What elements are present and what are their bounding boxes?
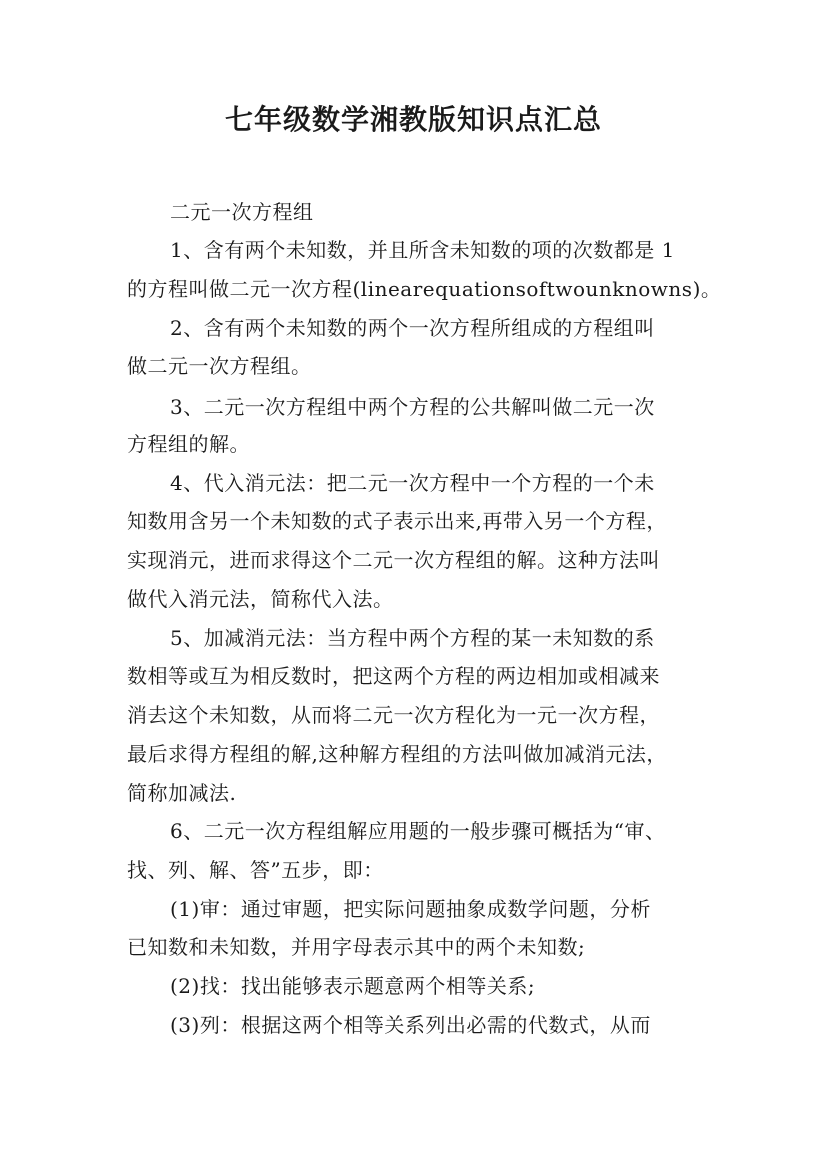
paragraph-line: 4、代入消元法：把二元一次方程中一个方程的一个未 xyxy=(170,471,655,495)
paragraph-line: 做代入消元法，简称代入法。 xyxy=(127,587,394,611)
paragraph-line: 做二元一次方程组。 xyxy=(127,354,312,378)
document-title: 七年级数学湘教版知识点汇总 xyxy=(224,103,602,136)
paragraph-line: 知数用含另一个未知数的式子表示出来,再带入另一个方程， xyxy=(127,509,667,533)
paragraph-line: 5、加减消元法：当方程中两个方程的某一未知数的系 xyxy=(170,626,655,650)
paragraph-line: (2)找：找出能够表示题意两个相等关系; xyxy=(170,974,536,998)
paragraph-line: 数相等或互为相反数时，把这两个方程的两边相加或相减来 xyxy=(127,664,660,688)
paragraph-line: 消去这个未知数，从而将二元一次方程化为一元一次方程， xyxy=(127,703,660,727)
section-heading: 二元一次方程组 xyxy=(170,200,314,224)
paragraph-line: 找、列、解、答”五步，即： xyxy=(127,858,384,882)
paragraph-line: 3、二元一次方程组中两个方程的公共解叫做二元一次 xyxy=(170,395,655,419)
paragraph-line: (3)列：根据这两个相等关系列出必需的代数式，从而 xyxy=(170,1013,651,1037)
paragraph-line: 简称加减法. xyxy=(127,781,237,805)
paragraph-line: 1、含有两个未知数，并且所含未知数的项的次数都是 1 xyxy=(170,238,675,262)
paragraph-line: 2、含有两个未知数的两个一次方程所组成的方程组叫 xyxy=(170,316,655,340)
paragraph-line: 方程组的解。 xyxy=(127,432,250,456)
paragraph-line: 最后求得方程组的解,这种解方程组的方法叫做加减消元法， xyxy=(127,742,667,766)
paragraph-line: 的方程叫做二元一次方程(linearequationsoftwounknowns)。 xyxy=(127,277,722,301)
paragraph-line: (1)审：通过审题，把实际问题抽象成数学问题，分析 xyxy=(170,897,651,921)
paragraph-line: 实现消元，进而求得这个二元一次方程组的解。这种方法叫 xyxy=(127,548,660,572)
paragraph-line: 已知数和未知数，并用字母表示其中的两个未知数; xyxy=(127,935,586,959)
paragraph-line: 6、二元一次方程组解应用题的一般步骤可概括为“审、 xyxy=(170,819,666,843)
